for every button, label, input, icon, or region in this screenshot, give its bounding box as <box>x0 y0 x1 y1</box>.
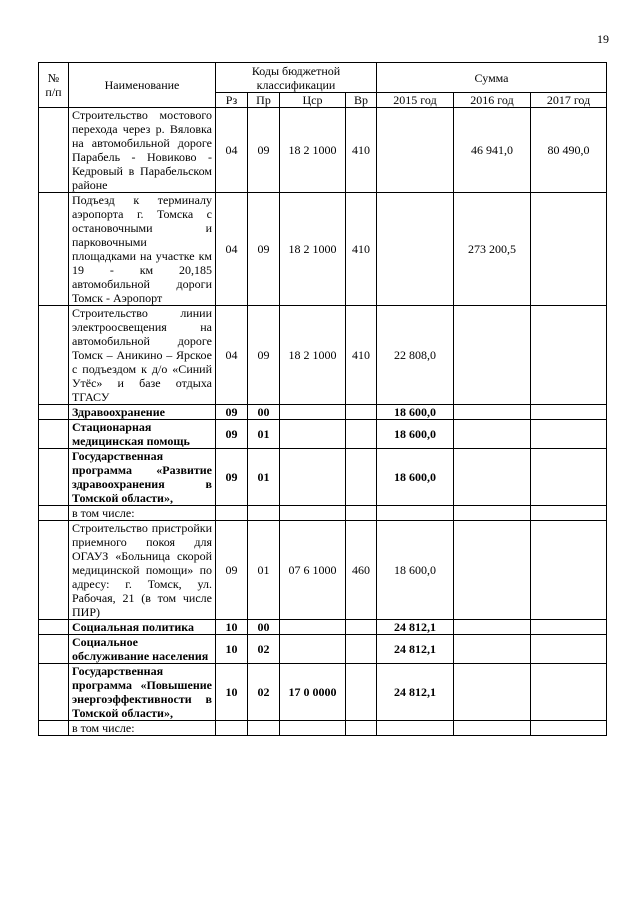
cell-rz: 10 <box>216 620 248 635</box>
cell-csr <box>280 405 346 420</box>
cell-2015 <box>377 108 454 193</box>
cell-rz: 09 <box>216 449 248 506</box>
cell-2016 <box>454 405 531 420</box>
cell-name: Социальное обслуживание населения <box>69 635 216 664</box>
cell-pr: 09 <box>248 108 280 193</box>
table-row <box>39 721 607 736</box>
cell-csr <box>280 635 346 664</box>
cell-name: в том числе: <box>69 721 216 736</box>
cell-pr <box>248 506 280 521</box>
cell-vr <box>346 620 377 635</box>
cell-pr: 01 <box>248 521 280 620</box>
cell-pr: 00 <box>248 620 280 635</box>
cell-csr <box>280 449 346 506</box>
cell-pr: 00 <box>248 405 280 420</box>
cell-vr <box>346 506 377 521</box>
cell-2015: 18 600,0 <box>377 420 454 449</box>
table-row <box>39 420 607 449</box>
cell-vr: 410 <box>346 306 377 405</box>
cell-2016 <box>454 620 531 635</box>
cell-csr: 18 2 1000 <box>280 193 346 306</box>
cell-pr: 01 <box>248 420 280 449</box>
cell-vr <box>346 664 377 721</box>
cell-rz: 04 <box>216 306 248 405</box>
page-number: 19 <box>597 32 609 46</box>
cell-num <box>39 405 69 420</box>
cell-name: Строительство линии электроосвещения на автомобильной дороге Томск – Аникино – Ярское с подъездом к д/о «Синий Утёс» и базе отдыха ТГАСУ <box>69 306 216 405</box>
cell-name: Строительство пристройки приемного покоя для ОГАУЗ «Больница скорой медицинской помощи» по адресу: г. Томск, ул. Рабочая, 21 (в том числе ПИР) <box>69 521 216 620</box>
header-2017: 2017 год <box>531 93 607 108</box>
table-row <box>39 193 607 306</box>
budget-table <box>38 62 607 736</box>
cell-num <box>39 306 69 405</box>
cell-num <box>39 620 69 635</box>
cell-csr <box>280 721 346 736</box>
table-body <box>39 108 607 736</box>
cell-pr: 02 <box>248 664 280 721</box>
cell-2017 <box>531 635 607 664</box>
table-row <box>39 664 607 721</box>
header-2016: 2016 год <box>454 93 531 108</box>
cell-vr: 410 <box>346 108 377 193</box>
cell-csr: 18 2 1000 <box>280 306 346 405</box>
cell-2017 <box>531 521 607 620</box>
cell-2015 <box>377 506 454 521</box>
cell-2017 <box>531 405 607 420</box>
cell-2016 <box>454 721 531 736</box>
table-row <box>39 521 607 620</box>
cell-2015 <box>377 721 454 736</box>
cell-csr <box>280 620 346 635</box>
cell-2016 <box>454 449 531 506</box>
cell-2015: 18 600,0 <box>377 405 454 420</box>
cell-num <box>39 635 69 664</box>
cell-rz: 10 <box>216 635 248 664</box>
cell-2016 <box>454 420 531 449</box>
cell-2015: 24 812,1 <box>377 620 454 635</box>
cell-2016 <box>454 306 531 405</box>
cell-num <box>39 721 69 736</box>
cell-rz <box>216 506 248 521</box>
cell-name: Подъезд к терминалу аэропорта г. Томска с остановочными и парковочными площадками на участке км 19 - км 20,185 автомобильной дороги Томск - Аэропорт <box>69 193 216 306</box>
table-row <box>39 635 607 664</box>
table-row <box>39 108 607 193</box>
cell-name: в том числе: <box>69 506 216 521</box>
cell-2017 <box>531 449 607 506</box>
header-num: № п/п <box>39 63 69 108</box>
cell-2017 <box>531 664 607 721</box>
cell-vr <box>346 635 377 664</box>
cell-rz: 09 <box>216 405 248 420</box>
cell-pr: 01 <box>248 449 280 506</box>
cell-rz: 10 <box>216 664 248 721</box>
cell-2017 <box>531 420 607 449</box>
cell-2017 <box>531 193 607 306</box>
cell-2016 <box>454 635 531 664</box>
table-row <box>39 506 607 521</box>
cell-rz: 04 <box>216 193 248 306</box>
cell-2015: 18 600,0 <box>377 449 454 506</box>
table-header <box>39 63 607 108</box>
cell-csr <box>280 420 346 449</box>
cell-rz: 09 <box>216 521 248 620</box>
cell-name: Стационарная медицинская помощь <box>69 420 216 449</box>
cell-num <box>39 506 69 521</box>
cell-2017 <box>531 721 607 736</box>
cell-2015: 22 808,0 <box>377 306 454 405</box>
cell-2015 <box>377 193 454 306</box>
cell-name: Здравоохранение <box>69 405 216 420</box>
header-csr: Цср <box>280 93 346 108</box>
cell-2015: 24 812,1 <box>377 635 454 664</box>
cell-vr: 460 <box>346 521 377 620</box>
cell-2015: 18 600,0 <box>377 521 454 620</box>
cell-rz: 09 <box>216 420 248 449</box>
cell-2016: 273 200,5 <box>454 193 531 306</box>
table-row <box>39 405 607 420</box>
cell-num <box>39 449 69 506</box>
cell-name: Социальная политика <box>69 620 216 635</box>
cell-pr: 09 <box>248 193 280 306</box>
cell-csr <box>280 506 346 521</box>
cell-pr: 09 <box>248 306 280 405</box>
header-name: Наименование <box>69 63 216 108</box>
cell-num <box>39 193 69 306</box>
header-rz: Рз <box>216 93 248 108</box>
header-pr: Пр <box>248 93 280 108</box>
cell-name: Государственная программа «Развитие здравоохранения в Томской области», <box>69 449 216 506</box>
cell-csr: 18 2 1000 <box>280 108 346 193</box>
header-codes: Коды бюджетной классификации <box>216 63 377 93</box>
cell-csr: 17 0 0000 <box>280 664 346 721</box>
cell-pr: 02 <box>248 635 280 664</box>
cell-2016 <box>454 506 531 521</box>
cell-vr <box>346 449 377 506</box>
cell-name: Строительство мостового перехода через р. Вяловка на автомобильной дороге Парабель - Новиково - Кедровый в Парабельском районе <box>69 108 216 193</box>
cell-2017 <box>531 306 607 405</box>
header-2015: 2015 год <box>377 93 454 108</box>
cell-num <box>39 108 69 193</box>
cell-rz: 04 <box>216 108 248 193</box>
cell-2017 <box>531 620 607 635</box>
cell-2016: 46 941,0 <box>454 108 531 193</box>
cell-name: Государственная программа «Повышение энергоэффективности в Томской области», <box>69 664 216 721</box>
cell-num <box>39 521 69 620</box>
cell-pr <box>248 721 280 736</box>
cell-vr: 410 <box>346 193 377 306</box>
cell-rz <box>216 721 248 736</box>
cell-2016 <box>454 521 531 620</box>
header-sum: Сумма <box>377 63 607 93</box>
cell-vr <box>346 721 377 736</box>
cell-2015: 24 812,1 <box>377 664 454 721</box>
header-vr: Вр <box>346 93 377 108</box>
table-row <box>39 306 607 405</box>
cell-vr <box>346 420 377 449</box>
cell-num <box>39 420 69 449</box>
cell-2017: 80 490,0 <box>531 108 607 193</box>
table-row <box>39 620 607 635</box>
cell-vr <box>346 405 377 420</box>
cell-csr: 07 6 1000 <box>280 521 346 620</box>
cell-num <box>39 664 69 721</box>
table-row <box>39 449 607 506</box>
cell-2016 <box>454 664 531 721</box>
cell-2017 <box>531 506 607 521</box>
